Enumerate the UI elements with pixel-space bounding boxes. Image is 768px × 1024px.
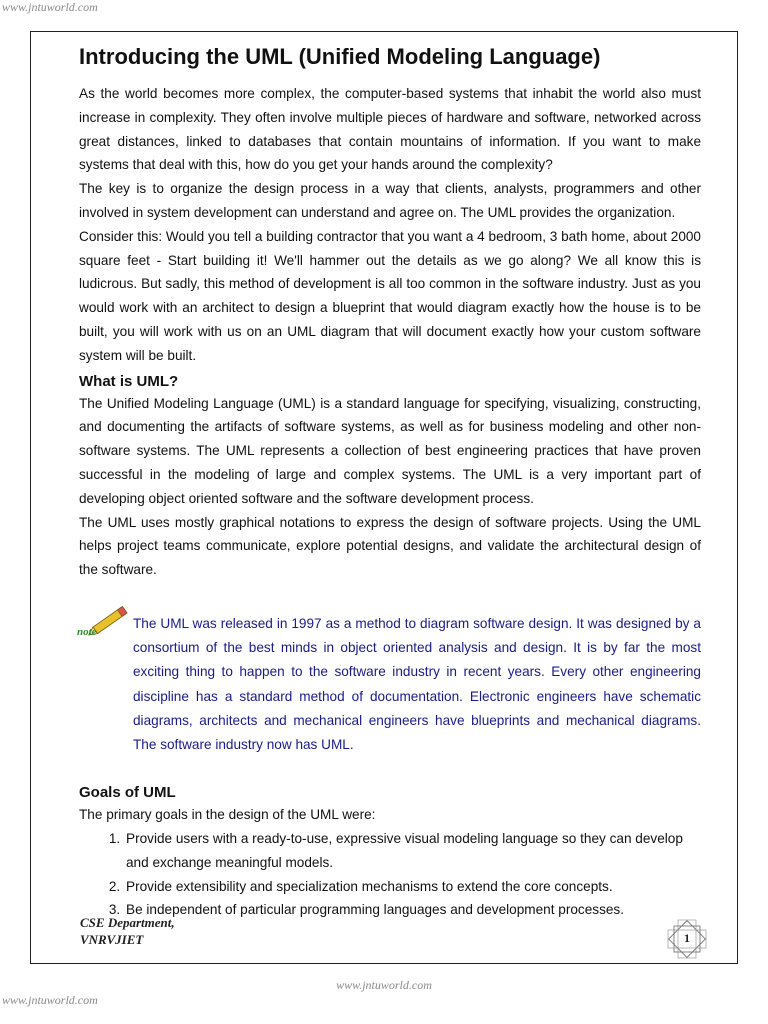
watermark-top: www.jntuworld.com xyxy=(2,0,98,14)
what-is-paragraph-2: The UML uses mostly graphical notations to express the design of software projects. Using the UML helps project teams communicate, explore potential designs, and validate the architectural design of the software. xyxy=(79,514,701,578)
goal-item-2: 2. Provide extensibility and specialization mechanisms to extend the core concepts. xyxy=(124,875,701,899)
watermark-bottom: www.jntuworld.com xyxy=(2,993,98,1007)
page-number: 1 xyxy=(684,931,690,945)
note-pencil-icon xyxy=(76,602,132,646)
intro-paragraph-1: As the world becomes more complex, the computer-based systems that inhabit the world also must increase in complexity. They often involve multiple pieces of hardware and software, networked across great distances, linked to databases that contain mountains of information. If you want to make systems that deal with this, how do you get your hands around the complexity? xyxy=(79,86,701,173)
footer-department xyxy=(80,914,175,948)
intro-paragraph-3: Consider this: Would you tell a building contractor that you want a 4 bedroom, 3 bath home, about 2000 square feet - Start building it! We'll hammer out the details as we go along? We all know this is ludicrous. But sadly, this method of development is all too common in the software industry. Just as you would work with an architect to design a blueprint that would diagram exactly how the house is to be built, you will work with us on an UML diagram that will document exactly how your custom software system will be built. xyxy=(79,228,701,363)
goal-item-1: 1. Provide users with a ready-to-use, expressive visual modeling language so they can develop and exchange meaningful models. xyxy=(124,827,701,875)
intro-paragraph-2: The key is to organize the design process in a way that clients, analysts, programmers and other involved in system development can understand and agree on. The UML provides the organization. xyxy=(79,181,701,220)
goals-heading: Goals of UML xyxy=(79,784,176,802)
watermark-footer: www.jntuworld.com xyxy=(336,978,432,992)
page-title: Introducing the UML (Unified Modeling Language) xyxy=(79,44,601,69)
footer-dept-line-1: CSE Department, xyxy=(80,915,175,930)
what-is-uml-heading: What is UML? xyxy=(79,372,179,390)
note-icon-label: note xyxy=(77,625,97,638)
goals-intro: The primary goals in the design of the UML were: xyxy=(79,807,376,823)
what-is-paragraph-1: The Unified Modeling Language (UML) is a standard language for specifying, visualizing, constructing, and documenting the artifacts of software systems, as well as for business modeling and other non-software systems. The UML represents a collection of best engineering practices that have proven successful in the modeling of large and complex systems. The UML is a very important part of developing object oriented software and the software development process. xyxy=(79,395,701,506)
note-callout xyxy=(79,612,701,757)
document-body xyxy=(79,42,701,922)
page-number-badge xyxy=(663,918,711,960)
footer-dept-line-2: VNRVJIET xyxy=(80,932,144,947)
note-text: The UML was released in 1997 as a method to diagram software design. It was designed by a consortium of the best minds in object oriented analysis and design. It is by far the most exciting thing to happen to the software industry in recent years. Every other engineering discipline has a standard method of documentation. Electronic engineers have schematic diagrams, architects and mechanical engineers have blueprints and mechanical diagrams. The software industry now has UML. xyxy=(133,615,701,752)
goals-list xyxy=(79,827,701,922)
goal-item-3: 3. Be independent of particular programming languages and development processes. xyxy=(124,898,701,922)
